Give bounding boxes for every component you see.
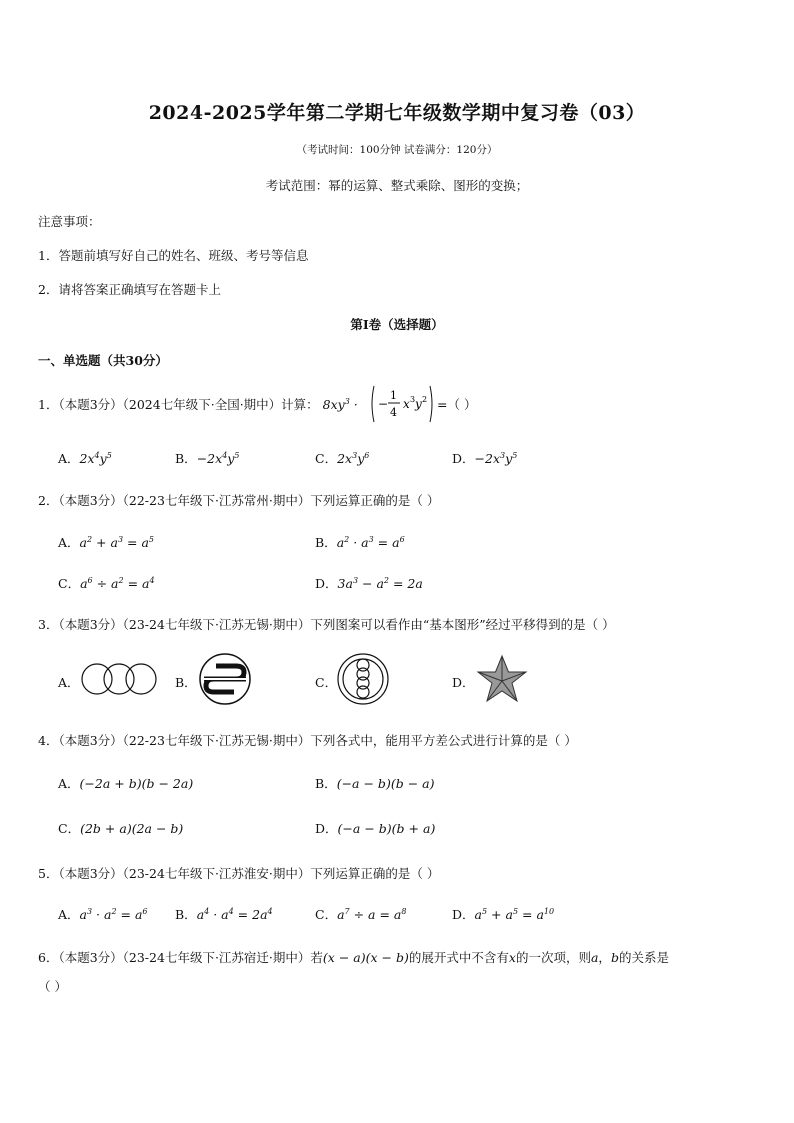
nested-circles-figure	[336, 651, 390, 707]
q1-option-b[interactable]: B．$-2x^4y^5$	[175, 451, 240, 466]
question-1-tail: =（ ）	[437, 397, 477, 412]
q4-option-a[interactable]: A．(−2a + b)(b − 2a)	[58, 776, 194, 791]
q1-option-c[interactable]: C．$2x^3y^6$	[315, 451, 370, 466]
q4-option-c[interactable]: C．(2b + a)(2a − b)	[58, 821, 184, 836]
page-title: 2024-2025学年第二学期七年级数学期中复习卷（03）	[148, 102, 646, 124]
q5-option-a[interactable]: A．$a^3 \cdot a^2 = a^6$	[58, 907, 148, 922]
s-logo-figure	[196, 652, 254, 706]
q5-option-b[interactable]: B．$a^4 \cdot a^4 = 2a^4$	[175, 907, 273, 922]
question-1-stem	[38, 395, 358, 413]
q5-option-d[interactable]: D．$a^5 + a^5 = a^{10}$	[452, 907, 555, 922]
q5-option-c[interactable]: C．$a^7 \div a = a^8$	[315, 907, 407, 922]
section-heading: 一、单选题（共30分）	[38, 353, 168, 368]
q2-option-a[interactable]: A．$a^2 + a^3 = a^5$	[58, 535, 155, 550]
three-circles-figure	[80, 662, 158, 696]
svg-text:4: 4	[390, 406, 397, 419]
svg-text:y: y	[415, 397, 422, 411]
q4-option-d[interactable]: D．(−a − b)(b + a)	[315, 821, 436, 836]
q3-option-c-label[interactable]: C．	[315, 675, 338, 690]
q2-option-b[interactable]: B．$a^2 \cdot a^3 = a^6$	[315, 535, 405, 550]
question-4-stem: 4．（本题3分）（22-23七年级下·江苏无锡·期中）下列各式中，能用平方差公式进行计算的是（ ）	[38, 733, 577, 748]
q4-option-b[interactable]: B．(−a − b)(b − a)	[315, 776, 435, 791]
question-3-stem: 3．（本题3分）（23-24七年级下·江苏无锡·期中）下列图案可以看作由“基本图形”经过平移得到的是（ ）	[38, 617, 615, 632]
question-2-stem: 2．（本题3分）（22-23七年级下·江苏常州·期中）下列运算正确的是（ ）	[38, 493, 440, 508]
q3-option-b-label[interactable]: B．	[175, 675, 197, 690]
question-6-stem: 6．（本题3分）（23-24七年级下·江苏宿迁·期中）若(x − a)(x − b)的展开式中不含有x的一次项，则a，b的关系是	[38, 950, 669, 965]
notes-heading: 注意事项：	[38, 214, 101, 229]
q3-option-a-label[interactable]: A．	[58, 675, 80, 690]
question-1-text: 1．（本题3分）（2024七年级下·全国·期中）计算：	[38, 397, 319, 412]
note-item-1: 1．答题前填写好自己的姓名、班级、考号等信息	[38, 248, 309, 263]
star-figure	[474, 653, 530, 707]
svg-text:2: 2	[422, 395, 428, 404]
exam-info: （考试时间：100分钟 试卷满分：120分）	[296, 144, 498, 156]
q1-option-d[interactable]: D．$-2x^3y^5$	[452, 451, 518, 466]
svg-text:−: −	[378, 397, 389, 411]
q1-option-a[interactable]: A．$2x^4y^5$	[58, 451, 112, 466]
svg-text:x: x	[403, 397, 410, 411]
note-item-2: 2．请将答案正确填写在答题卡上	[38, 282, 221, 297]
question-5-stem: 5．（本题3分）（23-24七年级下·江苏淮安·期中）下列运算正确的是（ ）	[38, 866, 440, 881]
question-6-bracket: （ ）	[38, 979, 67, 994]
q3-option-d-label[interactable]: D．	[452, 675, 475, 690]
svg-text:1: 1	[390, 389, 397, 402]
q2-option-c[interactable]: C．$a^6 \div a^2 = a^4$	[58, 576, 155, 591]
exam-scope: 考试范围：幂的运算、整式乘除、图形的变换；	[265, 178, 529, 193]
svg-text:3: 3	[410, 395, 416, 404]
q2-option-d[interactable]: D．$3a^3 - a^2 = 2a$	[315, 576, 423, 591]
question-1-expression: $8xy^3$ ·	[322, 397, 358, 412]
part-title: 第I卷（选择题）	[350, 317, 444, 332]
